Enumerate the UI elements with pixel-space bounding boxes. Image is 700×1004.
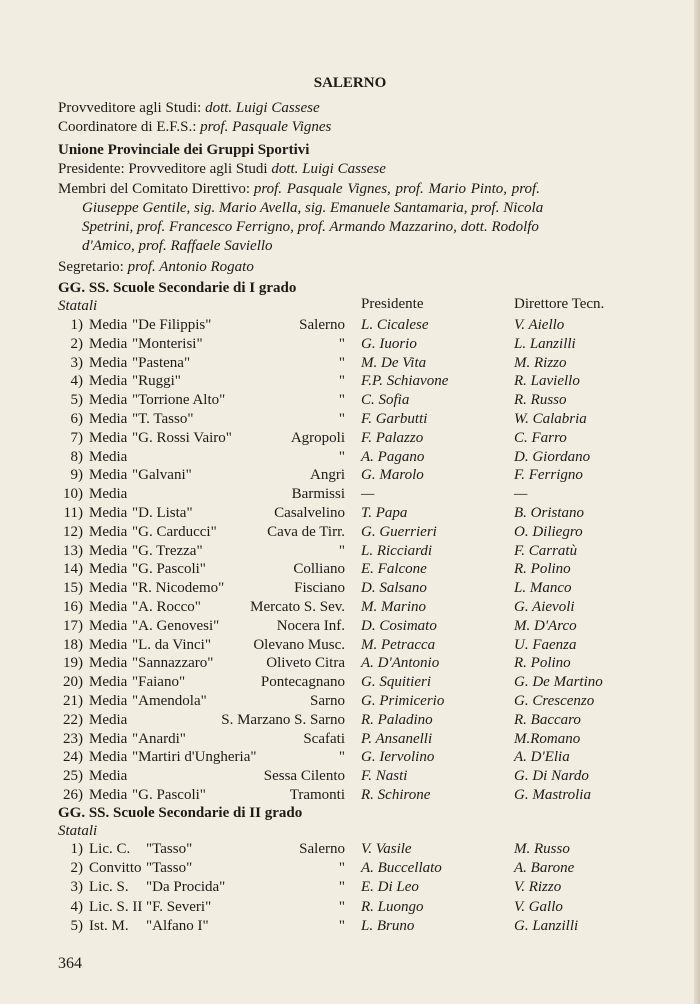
- school-type: Media: [89, 542, 128, 559]
- row-number: 17): [63, 617, 83, 634]
- table-row: [0, 767, 700, 786]
- school-name: "D. Lista": [132, 505, 193, 521]
- row-number: 25): [63, 768, 83, 785]
- membri-label: Membri del Comitato Direttivo:: [58, 181, 251, 197]
- column-header-direttore: Direttore Tecn.: [514, 296, 605, 312]
- school-name: "Sannazzaro": [132, 655, 214, 672]
- row-number: 23): [63, 730, 83, 747]
- school-type: Media: [89, 561, 128, 578]
- direttore-name: R. Baccaro: [514, 711, 581, 728]
- school-name: "A. Rocco": [132, 599, 201, 615]
- school-name: "G. Trezza": [132, 542, 203, 559]
- provveditore-label: Provveditore agli Studi:: [58, 100, 202, 116]
- school-name: "De Filippis": [132, 317, 212, 333]
- school-type: Media: [89, 730, 128, 747]
- segretario-label: Segretario:: [58, 259, 124, 275]
- presidente-name: D. Salsano: [361, 580, 427, 597]
- direttore-name: D. Giordano: [514, 448, 591, 465]
- school-name: "G. Pascoli": [132, 787, 206, 803]
- column-header-presidente: Presidente: [361, 296, 424, 312]
- row-number: 10): [63, 486, 83, 503]
- presidente-name: G. Squitieri: [361, 674, 431, 691]
- row-number: 26): [63, 787, 83, 803]
- direttore-name: —: [514, 486, 528, 503]
- school-location: Sessa Cilento: [263, 768, 345, 785]
- school-location: ": [338, 411, 345, 427]
- table-row: [0, 523, 700, 542]
- direttore-name: G. Aievoli: [514, 599, 575, 615]
- membri-text: prof. Pasquale Vignes, prof. Mario Pinto, prof.: [253, 181, 540, 197]
- school-type: Media: [89, 636, 128, 653]
- table-row: [0, 542, 700, 561]
- school-name: "Pastena": [132, 354, 191, 371]
- table-row: [0, 654, 700, 673]
- school-name: "Anardi": [132, 730, 186, 747]
- row-number: 5): [70, 392, 83, 409]
- row-number: 16): [63, 599, 83, 615]
- table-row: [0, 840, 700, 859]
- school-type: Ist. M.: [89, 917, 129, 934]
- presidente-name: P. Ansanelli: [361, 730, 433, 747]
- school-name: "R. Nicodemo": [132, 580, 225, 597]
- presidente-name: D. Cosimato: [361, 617, 437, 634]
- table-row: [0, 878, 700, 897]
- school-type: Media: [89, 392, 128, 409]
- presidente-name: T. Papa: [361, 505, 408, 521]
- table-row: [0, 485, 700, 504]
- direttore-name: R. Laviello: [514, 373, 580, 390]
- school-name: "Torrione Alto": [132, 392, 226, 409]
- presidente-name: A. D'Antonio: [361, 655, 440, 672]
- direttore-name: V. Rizzo: [514, 879, 562, 896]
- direttore-name: F. Ferrigno: [514, 467, 583, 484]
- row-number: 2): [70, 860, 83, 877]
- school-type: Convitto: [89, 860, 142, 877]
- school-name: "Alfano I": [146, 917, 209, 934]
- school-name: "G. Carducci": [132, 523, 217, 540]
- table-row: [0, 898, 700, 917]
- row-number: 2): [70, 335, 83, 352]
- direttore-name: R. Russo: [514, 392, 567, 409]
- section1-sub: Statali: [58, 298, 98, 314]
- table-row: [0, 354, 700, 373]
- school-location: Tramonti: [289, 787, 345, 803]
- presidente-name: V. Vasile: [361, 841, 412, 857]
- school-location: ": [338, 354, 345, 371]
- table-row: [0, 636, 700, 655]
- school-type: Media: [89, 787, 128, 803]
- presidente-name: G. Primicerio: [361, 693, 445, 709]
- table-row: [0, 692, 700, 711]
- membri-text: d'Amico, prof. Raffaele Saviello: [82, 238, 273, 254]
- row-number: 3): [70, 354, 83, 371]
- table-row: [0, 316, 700, 335]
- presidente-name: G. Guerrieri: [361, 523, 437, 540]
- school-location: ": [338, 917, 345, 934]
- direttore-name: B. Oristano: [514, 505, 585, 521]
- page-title: SALERNO: [313, 75, 387, 91]
- section2-sub: Statali: [58, 823, 98, 839]
- presidente-name: R. Schirone: [361, 787, 431, 803]
- school-location: Oliveto Citra: [266, 655, 345, 672]
- presidente-name: F. Palazzo: [361, 429, 424, 446]
- membri-text: Giuseppe Gentile, sig. Mario Avella, sig. Emanuele Santamaria, prof. Nicola: [82, 200, 544, 216]
- school-location: Barmissi: [291, 486, 345, 503]
- table-row: [0, 372, 700, 391]
- school-type: Media: [89, 617, 128, 634]
- direttore-name: L. Manco: [514, 580, 572, 597]
- school-location: ": [338, 448, 345, 465]
- row-number: 8): [70, 448, 83, 465]
- section2-heading: GG. SS. Scuole Secondarie di II grado: [58, 805, 303, 821]
- coordinatore-label: Coordinatore di E.F.S.:: [58, 119, 197, 135]
- row-number: 4): [70, 898, 83, 915]
- school-location: Angri: [310, 467, 345, 484]
- presidente-name: R. Luongo: [361, 898, 424, 915]
- direttore-name: U. Faenza: [514, 636, 577, 653]
- school-type: Media: [89, 523, 128, 540]
- school-location: Casalvelino: [274, 505, 345, 521]
- school-name: "G. Rossi Vairo": [132, 429, 232, 446]
- direttore-name: R. Polino: [514, 655, 571, 672]
- direttore-name: G. De Martino: [514, 674, 603, 691]
- row-number: 15): [63, 580, 83, 597]
- school-location: Mercato S. Sev.: [250, 599, 345, 615]
- table-row: [0, 391, 700, 410]
- table-row: [0, 598, 700, 617]
- provveditore-line: [58, 99, 320, 117]
- row-number: 3): [70, 879, 83, 896]
- presidente-name: L. Bruno: [361, 917, 415, 934]
- school-type: Media: [89, 429, 128, 446]
- table-row: [0, 917, 700, 936]
- row-number: 6): [70, 411, 83, 427]
- row-number: 20): [63, 674, 83, 691]
- presidente-name: M. De Vita: [361, 354, 427, 371]
- table-row: [0, 579, 700, 598]
- school-type: Media: [89, 373, 128, 390]
- table-row: [0, 335, 700, 354]
- membri-line: [58, 180, 540, 198]
- school-location: Colliano: [293, 561, 345, 578]
- school-location: ": [338, 542, 345, 559]
- presidente-value: dott. Luigi Cassese: [271, 161, 386, 177]
- presidente-name: A. Pagano: [361, 448, 425, 465]
- direttore-name: G. Mastrolia: [514, 787, 591, 803]
- row-number: 7): [70, 429, 83, 446]
- school-location: Pontecagnano: [260, 674, 345, 691]
- school-type: Lic. C.: [89, 841, 131, 857]
- school-name: "Galvani": [132, 467, 192, 484]
- direttore-name: F. Carratù: [514, 542, 578, 559]
- section1-heading: GG. SS. Scuole Secondarie di I grado: [58, 280, 297, 296]
- row-number: 4): [70, 373, 83, 390]
- presidente-name: L. Ricciardi: [361, 542, 433, 559]
- school-location: ": [338, 373, 345, 390]
- table-row: [0, 617, 700, 636]
- school-location: Salerno: [299, 317, 345, 333]
- row-number: 19): [63, 655, 83, 672]
- school-type: Media: [89, 467, 128, 484]
- school-type: Media: [89, 711, 128, 728]
- school-type: Media: [89, 505, 128, 521]
- presidente-name: C. Sofia: [361, 392, 410, 409]
- direttore-name: M. D'Arco: [514, 617, 577, 634]
- direttore-name: G. Crescenzo: [514, 693, 595, 709]
- presidente-name: E. Di Leo: [361, 879, 419, 896]
- school-type: Media: [89, 448, 128, 465]
- presidente-name: —: [361, 486, 375, 503]
- table-row: [0, 673, 700, 692]
- presidente-name: F.P. Schiavone: [361, 373, 449, 390]
- school-type: Lic. S. II: [89, 898, 143, 915]
- table-row: [0, 504, 700, 523]
- presidente-name: F. Garbutti: [361, 411, 428, 427]
- school-location: Scafati: [303, 730, 345, 747]
- table-row: [0, 429, 700, 448]
- row-number: 1): [70, 841, 83, 857]
- direttore-name: G. Di Nardo: [514, 768, 589, 785]
- coordinatore-line: [58, 118, 331, 136]
- segretario-line: [58, 258, 254, 276]
- row-number: 11): [63, 505, 83, 521]
- direttore-name: A. Barone: [514, 860, 575, 877]
- school-type: Media: [89, 655, 128, 672]
- school-name: "L. da Vinci": [132, 636, 211, 653]
- school-location: ": [338, 898, 345, 915]
- school-type: Media: [89, 768, 128, 785]
- row-number: 18): [63, 636, 83, 653]
- direttore-name: M. Rizzo: [514, 354, 567, 371]
- presidente-name: F. Nasti: [361, 768, 408, 785]
- school-name: "Amendola": [132, 693, 207, 709]
- school-location: ": [338, 879, 345, 896]
- school-name: "Ruggi": [132, 373, 181, 390]
- row-number: 9): [70, 467, 83, 484]
- school-location: ": [338, 749, 345, 766]
- presidente-name: L. Cicalese: [361, 317, 429, 333]
- unione-heading: Unione Provinciale dei Gruppi Sportivi: [58, 142, 310, 158]
- school-name: "Tasso": [146, 860, 193, 877]
- direttore-name: W. Calabria: [514, 411, 587, 427]
- row-number: 21): [63, 693, 83, 709]
- membri-text: Spetrini, prof. Francesco Ferrigno, prof. Armando Mazzarino, dott. Rodolfo: [82, 219, 539, 235]
- school-location: S. Marzano S. Sarno: [221, 711, 345, 728]
- presidente-name: A. Buccellato: [361, 860, 442, 877]
- school-name: "Monterisi": [132, 335, 203, 352]
- table-row: [0, 448, 700, 467]
- table-row: [0, 466, 700, 485]
- table-row: [0, 730, 700, 749]
- school-type: Media: [89, 317, 128, 333]
- presidente-name: E. Falcone: [361, 561, 427, 578]
- school-type: Media: [89, 693, 128, 709]
- school-name: "F. Severi": [146, 898, 212, 915]
- presidente-name: G. Marolo: [361, 467, 424, 484]
- direttore-name: C. Farro: [514, 429, 567, 446]
- school-type: Media: [89, 749, 128, 766]
- provveditore-value: dott. Luigi Cassese: [205, 100, 320, 116]
- segretario-value: prof. Antonio Rogato: [127, 259, 254, 275]
- school-type: Media: [89, 335, 128, 352]
- table-row: [0, 711, 700, 730]
- direttore-name: V. Gallo: [514, 898, 563, 915]
- school-location: ": [338, 860, 345, 877]
- direttore-name: G. Lanzilli: [514, 917, 579, 934]
- school-name: "Tasso": [146, 841, 193, 857]
- row-number: 22): [63, 711, 83, 728]
- page-number: 364: [58, 955, 82, 972]
- school-type: Media: [89, 599, 128, 615]
- direttore-name: R. Polino: [514, 561, 571, 578]
- school-type: Media: [89, 674, 128, 691]
- presidente-name: G. Iuorio: [361, 335, 417, 352]
- school-type: Lic. S.: [89, 879, 129, 896]
- school-location: Agropoli: [290, 429, 345, 446]
- school-name: "G. Pascoli": [132, 561, 206, 578]
- direttore-name: O. Diliegro: [514, 523, 583, 540]
- row-number: 24): [63, 749, 83, 766]
- coordinatore-value: prof. Pasquale Vignes: [200, 119, 332, 135]
- school-type: Media: [89, 486, 128, 503]
- school-name: "A. Genovesi": [132, 617, 220, 634]
- direttore-name: M.Romano: [514, 730, 581, 747]
- table-row: [0, 786, 700, 805]
- row-number: 1): [70, 317, 83, 333]
- direttore-name: A. D'Elia: [514, 749, 570, 766]
- direttore-name: M. Russo: [514, 841, 570, 857]
- table-row: [0, 410, 700, 429]
- school-type: Media: [89, 580, 128, 597]
- school-location: Fisciano: [294, 580, 345, 597]
- school-name: "Martiri d'Ungheria": [132, 749, 257, 766]
- school-type: Media: [89, 354, 128, 371]
- row-number: 12): [63, 523, 83, 540]
- school-location: Olevano Musc.: [253, 636, 345, 653]
- school-location: Sarno: [310, 693, 345, 709]
- table-row: [0, 560, 700, 579]
- presidente-name: G. Iervolino: [361, 749, 435, 766]
- school-location: ": [338, 392, 345, 409]
- school-location: Cava de Tirr.: [267, 523, 345, 540]
- school-location: Nocera Inf.: [276, 617, 345, 634]
- school-name: "T. Tasso": [132, 411, 194, 427]
- row-number: 13): [63, 542, 83, 559]
- school-location: Salerno: [299, 841, 345, 857]
- school-name: "Faiano": [132, 674, 186, 691]
- row-number: 5): [70, 917, 83, 934]
- table-row: [0, 859, 700, 878]
- school-name: "Da Procida": [146, 879, 226, 896]
- presidente-line: [58, 160, 386, 178]
- presidente-name: M. Marino: [361, 599, 426, 615]
- row-number: 14): [63, 561, 83, 578]
- presidente-name: R. Paladino: [361, 711, 433, 728]
- direttore-name: V. Aiello: [514, 317, 565, 333]
- presidente-label: Presidente: Provveditore agli Studi: [58, 161, 268, 177]
- direttore-name: L. Lanzilli: [514, 335, 576, 352]
- table-row: [0, 748, 700, 767]
- school-location: ": [338, 335, 345, 352]
- school-type: Media: [89, 411, 128, 427]
- presidente-name: M. Petracca: [361, 636, 436, 653]
